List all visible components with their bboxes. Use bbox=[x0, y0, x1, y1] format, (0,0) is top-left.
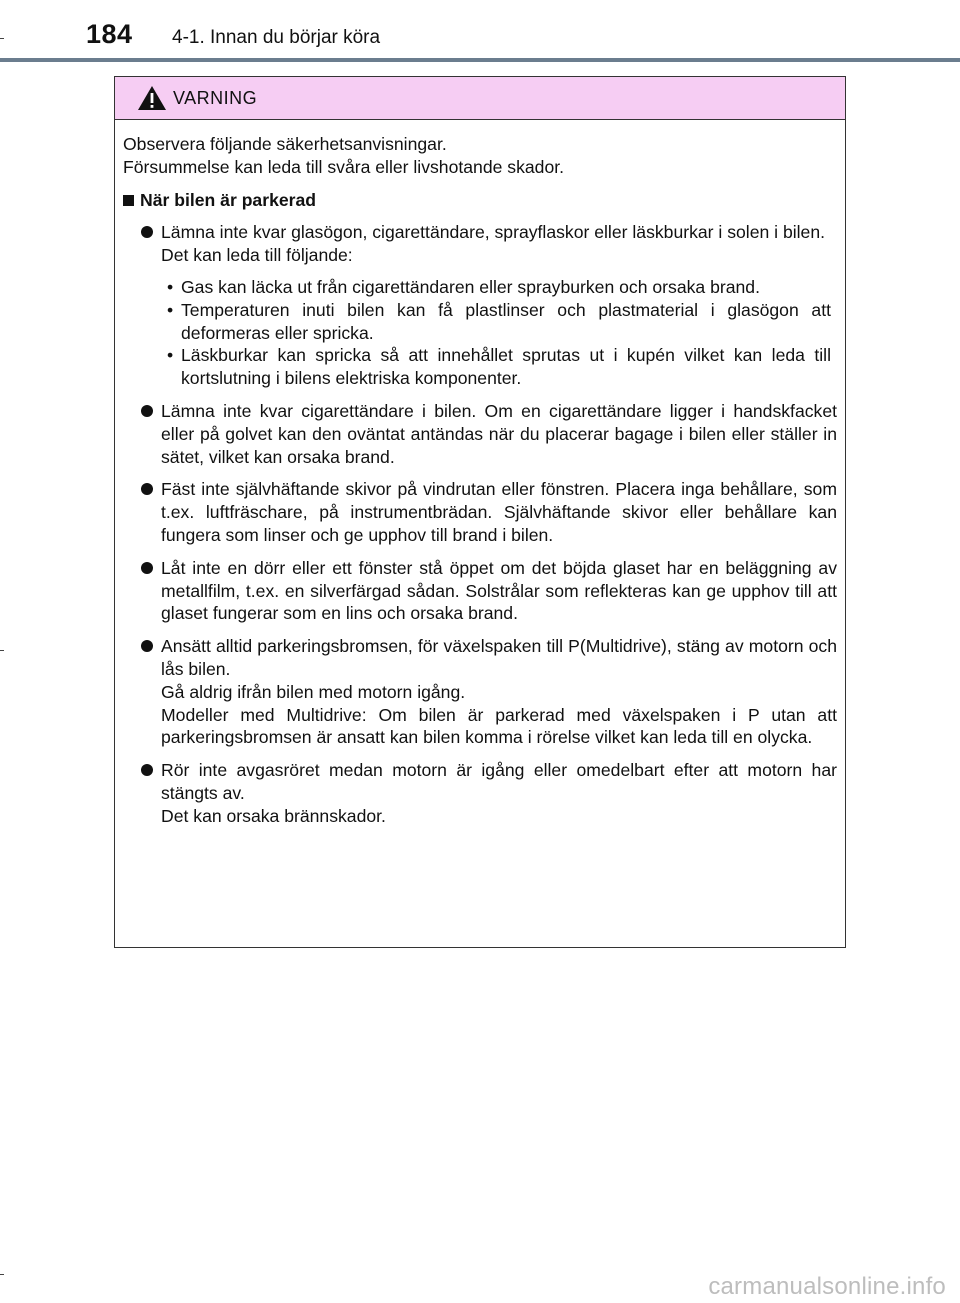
bullet-text: Temperaturen inuti bilen kan få plastlinser och plastmaterial i glasögon att deformeras eller spricka. bbox=[181, 299, 831, 343]
item-paragraph: Rör inte avgasröret medan motorn är igång eller omedelbart efter att motorn har stängts av. bbox=[161, 760, 837, 803]
warning-item bbox=[123, 478, 837, 546]
item-paragraph: Det kan orsaka brännskador. bbox=[161, 805, 386, 826]
dot-bullet-icon bbox=[141, 405, 153, 417]
warning-item bbox=[123, 557, 837, 625]
bullet-item bbox=[161, 344, 837, 390]
subheading-text: När bilen är parkerad bbox=[140, 189, 317, 210]
item-paragraph: Ansätt alltid parkeringsbromsen, för växelspaken till P(Multidrive), stäng av motorn och lås bilen. bbox=[161, 636, 837, 679]
dot-bullet-icon bbox=[141, 640, 153, 652]
bullet-text: Läskburkar kan spricka så att innehållet sprutas ut i kupén vilket kan leda till kortslutning i bilens elektriska komponenter. bbox=[181, 345, 831, 389]
page-number: 184 bbox=[86, 19, 133, 49]
item-paragraph: Modeller med Multidrive: Om bilen är parkerad med växelspaken i P utan att parkeringsbromsen är ansatt kan bilen komma i rörelse vilket kan leda till en olycka. bbox=[161, 704, 837, 748]
item-paragraph: Lämna inte kvar cigarettändare i bilen. Om en cigarettändare ligger i handskfacket eller på golvet kan den oväntat antändas när du placerar bagage i bilen eller ställer in sätet, vilket kan orsaka brand. bbox=[161, 400, 837, 467]
warning-header bbox=[115, 77, 845, 120]
square-bullet-icon bbox=[123, 195, 134, 206]
bullet-item bbox=[161, 299, 837, 345]
section-title: 4-1. Innan du börjar köra bbox=[172, 27, 381, 48]
bullet-dot-icon: • bbox=[167, 276, 174, 297]
warning-item bbox=[123, 400, 837, 468]
dot-bullet-icon bbox=[141, 562, 153, 574]
item-paragraph: Lämna inte kvar glasögon, cigarettändare, sprayflaskor eller läskburkar i solen i bilen. bbox=[161, 222, 826, 243]
warning-triangle-icon bbox=[137, 85, 167, 111]
intro-line: Observera följande säkerhetsanvisningar. bbox=[123, 134, 447, 154]
bullet-dot-icon: • bbox=[167, 299, 174, 320]
header-rule bbox=[0, 58, 960, 62]
dot-bullet-icon bbox=[141, 764, 153, 776]
dot-bullet-icon bbox=[141, 483, 153, 495]
page-header bbox=[0, 0, 960, 64]
warning-item bbox=[123, 221, 837, 390]
warning-title: VARNING bbox=[173, 88, 258, 108]
warning-item bbox=[123, 635, 837, 749]
crop-mark bbox=[0, 38, 4, 39]
crop-mark bbox=[0, 650, 4, 651]
bullet-text: Gas kan läcka ut från cigarettändaren eller sprayburken och orsaka brand. bbox=[181, 276, 760, 297]
warning-item bbox=[123, 759, 837, 827]
dot-bullet-icon bbox=[141, 226, 153, 238]
subheading bbox=[123, 189, 837, 212]
item-paragraph: Låt inte en dörr eller ett fönster stå öppet om det böjda glaset har en beläggning av metallfilm, t.ex. en silverfärgad sådan. Solstrålar som reflekteras kan ge upphov till att glaset fungerar som en lins och orsaka brand. bbox=[161, 557, 837, 624]
warning-box bbox=[114, 76, 846, 948]
item-paragraph: Gå aldrig ifrån bilen med motorn igång. bbox=[161, 681, 466, 702]
intro-line: Försummelse kan leda till svåra eller livshotande skador. bbox=[123, 156, 565, 177]
crop-mark bbox=[0, 1274, 4, 1275]
bullet-item bbox=[161, 276, 837, 299]
item-paragraph: Det kan leda till följande: bbox=[161, 245, 353, 266]
bullet-list bbox=[161, 276, 837, 390]
bullet-dot-icon: • bbox=[167, 345, 174, 366]
item-paragraph: Fäst inte självhäftande skivor på vindrutan eller fönstren. Placera inga behållare, som t.ex. luftfräschare, på instrumentbrädan. Självhäftande skivor eller behållare kan fungera som linser och ge upphov till brand i bilen. bbox=[161, 479, 837, 545]
warning-body bbox=[115, 120, 845, 828]
watermark: carmanualsonline.info bbox=[708, 1273, 946, 1300]
